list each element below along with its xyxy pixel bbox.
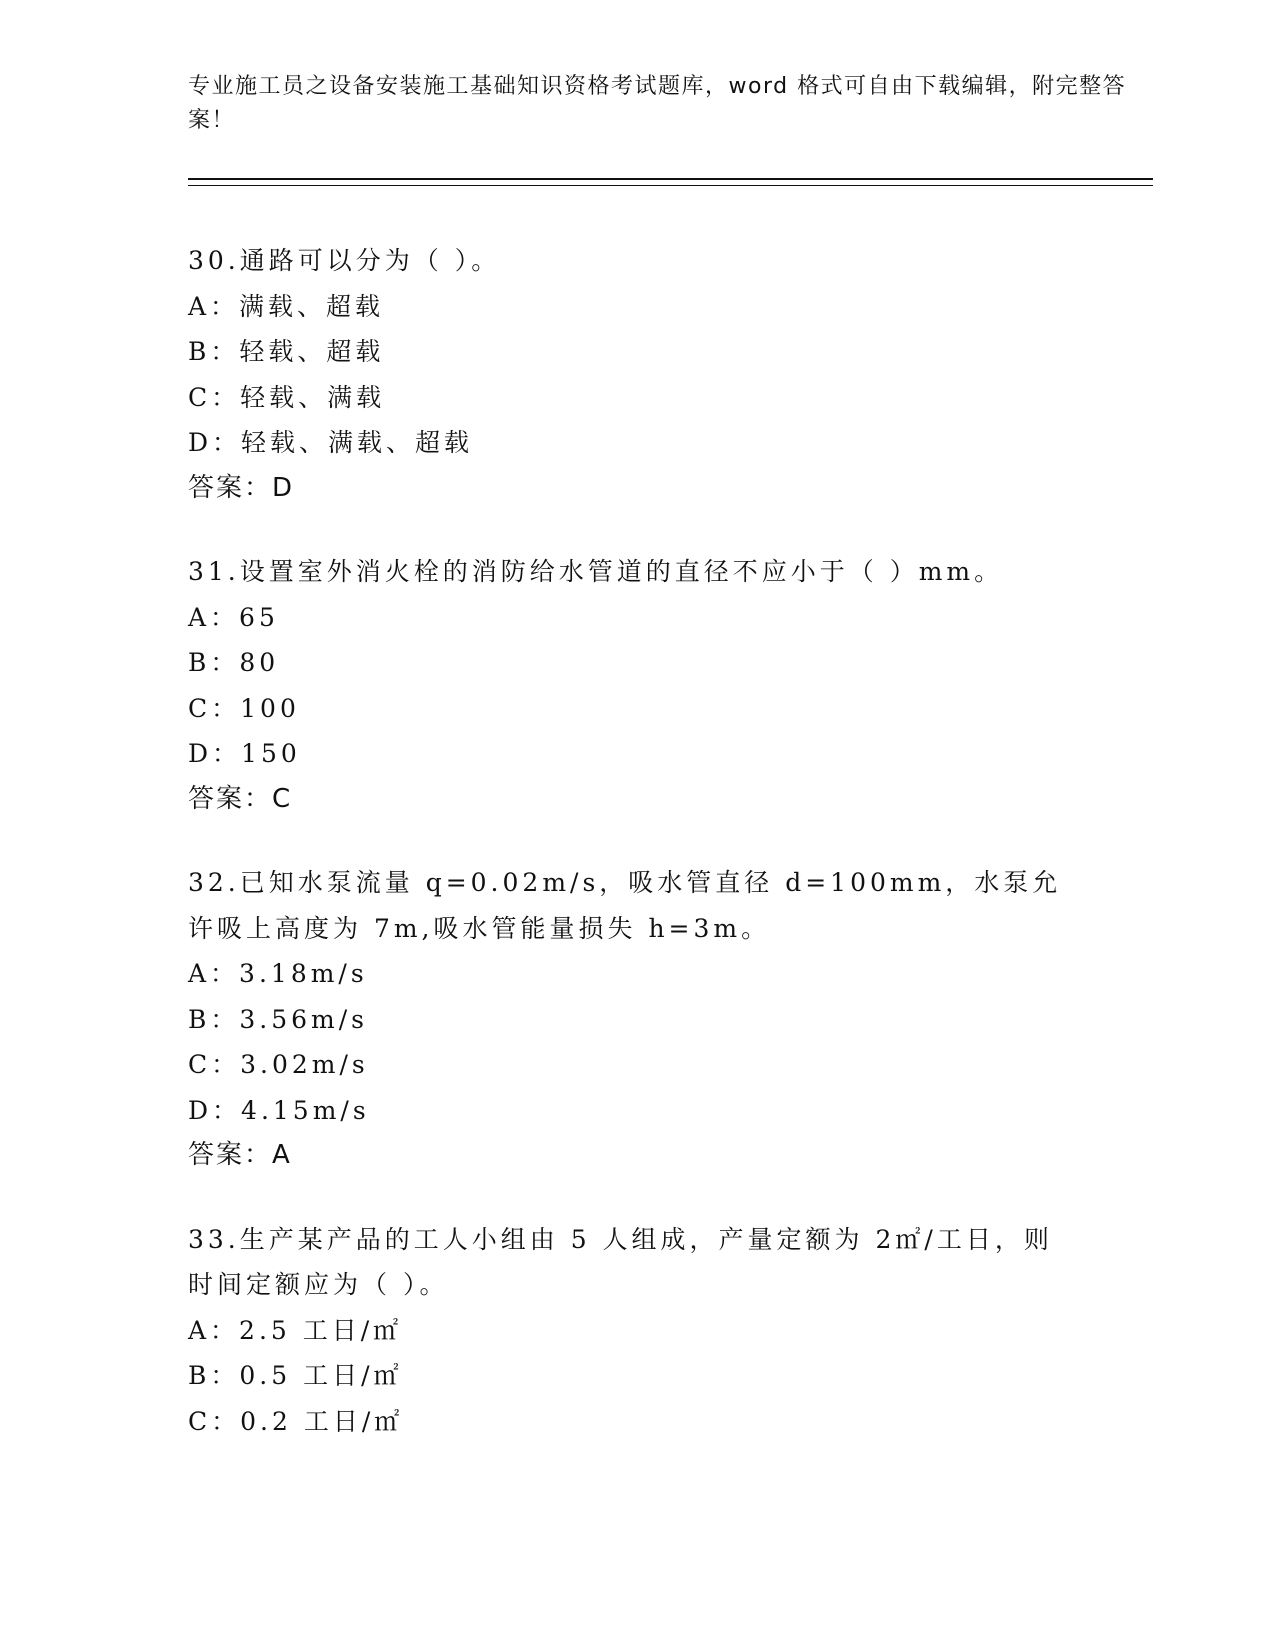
question-32 [188,860,1153,1179]
option-b: B：轻载、超载 [188,337,385,366]
header-divider [188,178,1153,186]
answer-line: 答案：C [188,783,293,814]
option-d: D：150 [188,739,301,768]
option-a: A：满载、超载 [188,291,385,321]
question-30 [188,238,1153,511]
option-b: B：3.56m/s [188,1004,368,1034]
answer-line: 答案：A [188,1140,292,1170]
option-a: A：2.5 工日/㎡ [188,1315,403,1345]
question-33 [188,1217,1153,1445]
question-list [188,238,1153,1444]
document-header: 专业施工员之设备安装施工基础知识资格考试题库，word 格式可自由下载编辑，附完整答案！ [188,74,1127,133]
document-page [188,70,1153,1482]
option-c: C：轻载、满载 [188,382,386,412]
option-b: B：80 [188,648,280,677]
question-stem: 31.设置室外消火栓的消防给水管道的直径不应小于（ ）mm。 [188,557,1004,586]
option-d: D：轻载、满载、超载 [188,428,474,457]
option-c: C：3.02m/s [188,1050,369,1079]
option-c: C：100 [188,693,300,723]
question-stem: 33.生产某产品的工人小组由 5 人组成，产量定额为 2㎡/工日，则时间定额应为（ ）。 [188,1224,1053,1299]
option-c: C：0.2 工日/㎡ [188,1406,404,1436]
question-31 [188,549,1153,822]
option-a: A：65 [188,602,279,632]
option-a: A：3.18m/s [188,959,368,988]
answer-line: 答案：D [188,472,295,503]
question-stem: 30.通路可以分为（ ）。 [188,246,501,275]
option-b: B：0.5 工日/㎡ [188,1361,403,1390]
question-stem: 32.已知水泵流量 q=0.02m/s，吸水管直径 d=100mm，水泵允许吸上高度为 7m,吸水管能量损失 h=3m。 [188,868,1062,943]
option-d: D：4.15m/s [188,1095,370,1125]
